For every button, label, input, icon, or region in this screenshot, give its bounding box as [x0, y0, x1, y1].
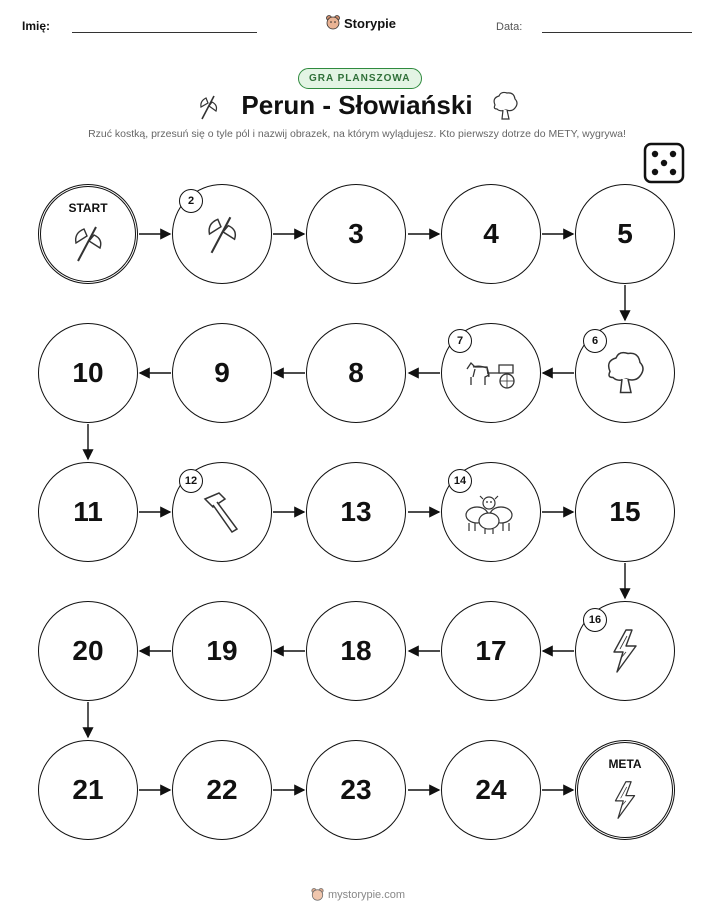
tile-20[interactable]: [38, 601, 138, 701]
tile-18[interactable]: [306, 601, 406, 701]
name-label: Imię:: [22, 19, 51, 33]
lightning-icon: [608, 628, 642, 674]
tile-number: 8: [348, 357, 364, 388]
tile-number: 23: [340, 774, 372, 805]
tile-4[interactable]: [441, 184, 541, 284]
tile-number: 10: [72, 357, 104, 388]
tile-number: 11: [73, 496, 103, 527]
tile-13[interactable]: [306, 462, 406, 562]
tile-number: 3: [348, 218, 364, 249]
bear-icon: [311, 888, 324, 902]
tile-number: 15: [609, 496, 641, 527]
footer-site[interactable]: mystorypie.com: [328, 889, 406, 901]
tile-badge: 7: [448, 329, 472, 353]
tile-number: 9: [214, 357, 230, 388]
tile-badge: 6: [583, 329, 607, 353]
tile-3[interactable]: [306, 184, 406, 284]
tile-badge: 16: [583, 608, 607, 632]
tile-badge: 2: [179, 189, 203, 213]
tile-start[interactable]: [38, 184, 138, 284]
tile-11[interactable]: [38, 462, 138, 562]
category-pill: GRA PLANSZOWA: [298, 68, 422, 89]
tile-22[interactable]: [172, 740, 272, 840]
tile-number: 21: [72, 774, 104, 805]
tile-15[interactable]: [575, 462, 675, 562]
tile-number: 13: [340, 496, 372, 527]
axe-icon: [201, 211, 243, 257]
tile-8[interactable]: [306, 323, 406, 423]
tile-19[interactable]: [172, 601, 272, 701]
tile-number: 5: [617, 218, 633, 249]
tile-number: 17: [475, 635, 507, 666]
tile-23[interactable]: [306, 740, 406, 840]
tile-badge: 14: [448, 469, 472, 493]
axe-icon: [68, 221, 108, 265]
tile-9[interactable]: [172, 323, 272, 423]
tile-number: 24: [475, 774, 507, 805]
tile-number: 20: [72, 635, 104, 666]
tile-5[interactable]: [575, 184, 675, 284]
finish-label: META: [608, 757, 642, 771]
cattle-icon: [461, 489, 521, 535]
tile-number: 18: [340, 635, 372, 666]
start-label: START: [68, 201, 108, 215]
page-title: Perun - Słowiański: [241, 90, 473, 120]
date-label: Data:: [496, 21, 523, 33]
hammer-icon: [197, 487, 247, 537]
tile-number: 22: [206, 774, 238, 805]
tile-finish[interactable]: [575, 740, 675, 840]
tile-21[interactable]: [38, 740, 138, 840]
tile-24[interactable]: [441, 740, 541, 840]
footer: [311, 888, 405, 902]
instructions: Rzuć kostką, przesuń się o tyle pól i nazwij obrazek, na którym wylądujesz. Kto pierwszy dotrze do METY, wygrywa!: [88, 128, 626, 140]
tile-number: 19: [206, 635, 238, 666]
lightning-icon: [610, 780, 640, 820]
tile-number: 4: [483, 218, 499, 249]
horse-cart-icon: [463, 355, 519, 391]
tile-17[interactable]: [441, 601, 541, 701]
tile-10[interactable]: [38, 323, 138, 423]
brand-name: Storypie: [344, 15, 397, 31]
tree-icon: [600, 349, 650, 397]
tile-badge: 12: [179, 469, 203, 493]
